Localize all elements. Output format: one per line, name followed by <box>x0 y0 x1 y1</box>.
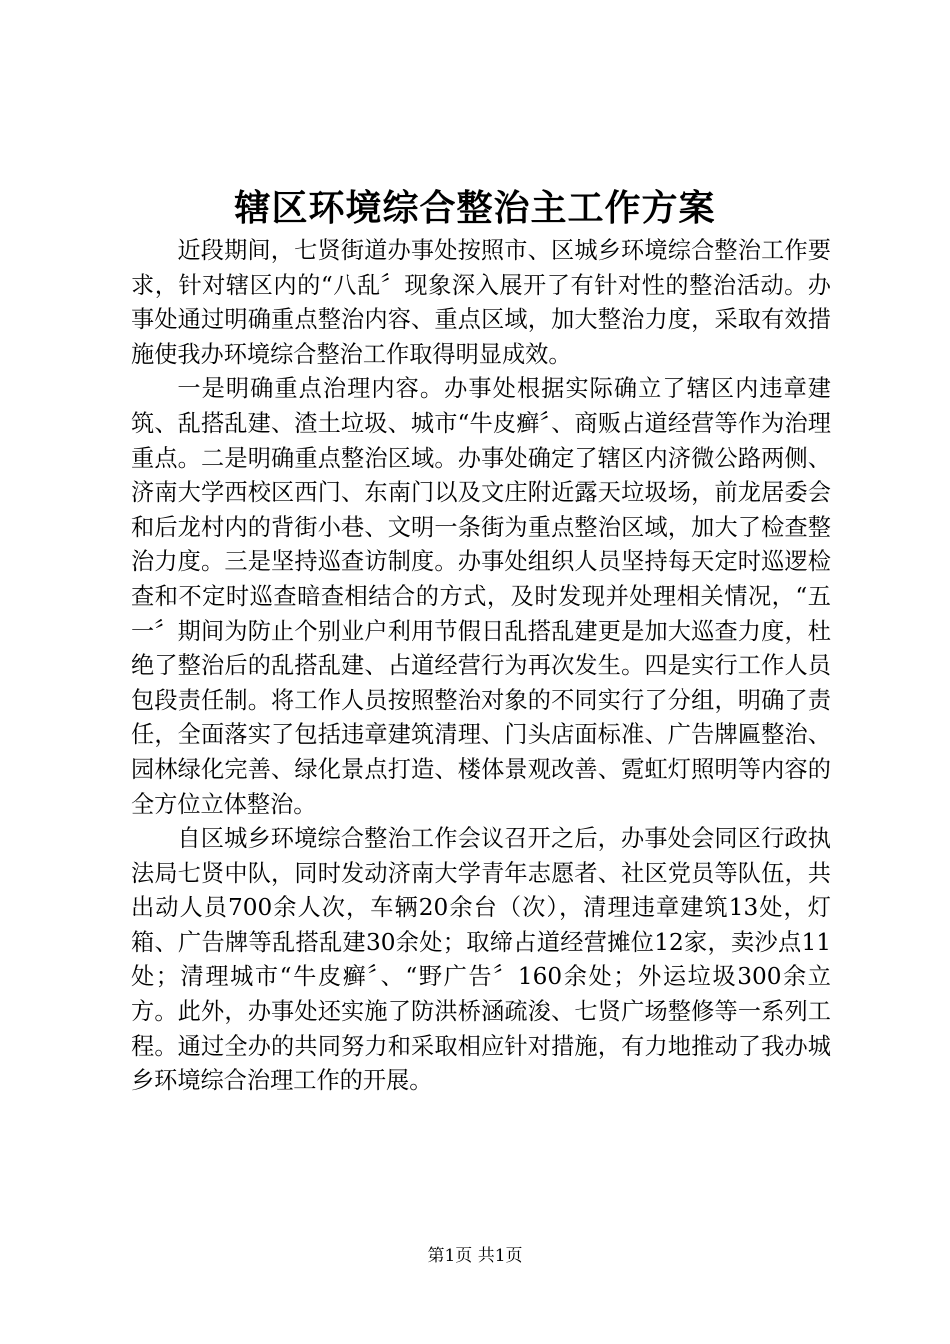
paragraph-results: 自区城乡环境综合整治工作会议召开之后，办事处会同区行政执法局七贤中队，同时发动济南大学青年志愿者、社区党员等队伍，共出动人员700余人次，车辆20余台（次），清理违章建筑13处，灯箱、广告牌等乱搭乱建30余处；取缔占道经营摊位12家，卖沙点11处；清理城市“牛皮癣〞、“野广告〞160余处；外运垃圾300余立方。此外，办事处还实施了防洪桥涵疏浚、七贤广场整修等一系列工程。通过全办的共同努力和采取相应针对措施，有力地推动了我办城乡环境综合治理工作的开展。 <box>131 825 831 1095</box>
document-title: 辖区环境综合整治主工作方案 <box>234 187 716 229</box>
paragraph-intro: 近段期间，七贤街道办事处按照市、区城乡环境综合整治工作要求，针对辖区内的“八乱〞现象深入展开了有针对性的整治活动。办事处通过明确重点整治内容、重点区域，加大整治力度，采取有效措施使我办环境综合整治工作取得明显成效。 <box>131 237 831 368</box>
paragraph-measures: 一是明确重点治理内容。办事处根据实际确立了辖区内违章建筑、乱搭乱建、渣土垃圾、城市“牛皮癣〞、商贩占道经营等作为治理重点。二是明确重点整治区域。办事处确定了辖区内济微公路两侧、济南大学西校区西门、东南门以及文庄附近露天垃圾场，前龙居委会和后龙村内的背街小巷、文明一条街为重点整治区域，加大了检查整治力度。三是坚持巡查访制度。办事处组织人员坚持每天定时巡逻检查和不定时巡查暗查相结合的方式，及时发现并处理相关情况，“五一〞期间为防止个别业户利用节假日乱搭乱建更是加大巡查力度，杜绝了整治后的乱搭乱建、占道经营行为再次发生。四是实行工作人员包段责任制。将工作人员按照整治对象的不同实行了分组，明确了责任，全面落实了包括违章建筑清理、门头店面标准、广告牌匾整治、园林绿化完善、绿化景点打造、楼体景观改善、霓虹灯照明等内容的全方位立体整治。 <box>131 375 831 818</box>
page-number-footer: 第1页 共1页 <box>427 1246 523 1266</box>
document-body <box>131 234 831 1099</box>
